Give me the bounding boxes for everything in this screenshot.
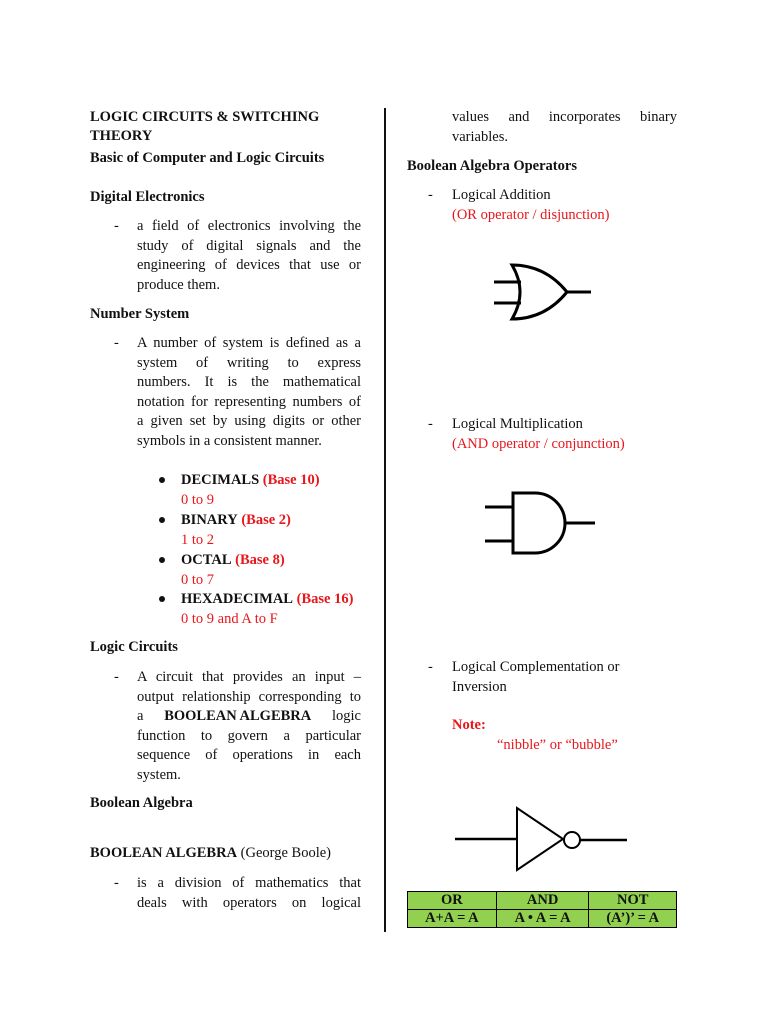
- table-header-or: OR: [408, 892, 497, 910]
- boolean-algebra-term: BOOLEAN ALGEBRA: [164, 708, 312, 724]
- base-name: OCTAL: [181, 552, 232, 568]
- base-item-binary: [181, 511, 291, 531]
- table-cell: (A’)’ = A: [589, 910, 677, 928]
- dash-marker: -: [428, 659, 433, 675]
- bullet-dot: [159, 517, 165, 523]
- number-system-line: symbols in a consistent manner.: [137, 432, 322, 449]
- heading-logic-circuits: Logic Circuits: [90, 639, 178, 655]
- text-fragment: logic: [331, 708, 361, 724]
- number-system-line: notation for representing numbers of: [137, 393, 361, 410]
- table-header-and: AND: [496, 892, 589, 910]
- base-range: 0 to 9 and A to F: [181, 610, 278, 627]
- operators-table: [407, 891, 677, 928]
- base-name: DECIMALS: [181, 472, 260, 488]
- george-boole-credit: (George Boole): [237, 845, 331, 861]
- doc-title-line2: THEORY: [90, 128, 153, 144]
- heading-digital-electronics: Digital Electronics: [90, 189, 205, 205]
- number-system-line: system of writing to express: [137, 354, 361, 371]
- bullet-dot: [159, 557, 165, 563]
- base-label: (Base 10): [262, 472, 320, 488]
- doc-subtitle: Basic of Computer and Logic Circuits: [90, 150, 325, 166]
- heading-number-system: Number System: [90, 306, 190, 322]
- bullet-dot: [159, 596, 165, 602]
- base-label: (Base 16): [296, 591, 354, 607]
- number-system-line: A number of system is defined as a: [137, 335, 361, 351]
- dash-marker: -: [114, 875, 119, 891]
- dash-marker: -: [428, 187, 433, 203]
- logic-circuits-line: output relationship corresponding to: [137, 688, 361, 705]
- note-text: “nibble” or “bubble”: [497, 737, 618, 753]
- or-description: (OR operator / disjunction): [452, 206, 610, 223]
- number-system-line: a given set by using digits or other: [137, 413, 361, 429]
- table-row: [408, 910, 677, 928]
- logic-circuits-line: [137, 707, 361, 727]
- base-label: (Base 8): [235, 552, 285, 568]
- table-cell: A+A = A: [408, 910, 497, 928]
- doc-title-line1: LOGIC CIRCUITS & SWITCHING: [90, 109, 320, 125]
- not-label-line1: Logical Complementation or: [452, 659, 620, 675]
- digital-line: a field of electronics involving the: [137, 218, 361, 234]
- boolean-algebra-term: BOOLEAN ALGEBRA: [90, 845, 238, 861]
- base-range: 1 to 2: [181, 531, 215, 548]
- base-name: HEXADECIMAL: [181, 591, 293, 607]
- logic-circuits-line: A circuit that provides an input –: [137, 669, 361, 685]
- base-name: BINARY: [181, 512, 238, 528]
- boolean-algebra-line: deals with operators on logical: [137, 894, 361, 911]
- base-range: 0 to 7: [181, 571, 215, 588]
- and-description: (AND operator / conjunction): [452, 435, 625, 452]
- logic-circuits-line: function to govern a particular: [137, 727, 361, 744]
- number-system-line: numbers. It is the mathematical: [137, 374, 361, 390]
- table-header-not: NOT: [589, 892, 677, 910]
- base-item-decimals: [181, 471, 320, 491]
- base-item-octal: [181, 551, 285, 571]
- dash-marker: -: [428, 416, 433, 432]
- table-cell: A • A = A: [496, 910, 589, 928]
- heading-boolean-operators: Boolean Algebra Operators: [407, 158, 577, 174]
- digital-line: produce them.: [137, 276, 220, 293]
- digital-line: engineering of devices that use or: [137, 257, 361, 273]
- and-gate-icon: [480, 488, 600, 558]
- base-item-hexadecimal: [181, 590, 353, 610]
- boolean-algebra-line: is a division of mathematics that: [137, 875, 361, 891]
- base-range: 0 to 9: [181, 491, 215, 508]
- continued-line: values and incorporates binary: [452, 109, 677, 125]
- boolean-algebra-definition-title: [90, 844, 331, 864]
- not-label-line2: Inversion: [452, 678, 507, 695]
- note-label: Note:: [452, 717, 486, 733]
- dash-marker: -: [114, 669, 119, 685]
- continued-line: variables.: [452, 128, 508, 145]
- logic-circuits-line: sequence of operations in each: [137, 747, 361, 763]
- table-row: [408, 892, 677, 910]
- base-label: (Base 2): [241, 512, 291, 528]
- digital-line: study of digital signals and the: [137, 237, 361, 254]
- dash-marker: -: [114, 335, 119, 351]
- heading-boolean-algebra: Boolean Algebra: [90, 795, 193, 811]
- logic-circuits-line: system.: [137, 766, 181, 783]
- and-label: Logical Multiplication: [452, 416, 583, 432]
- dash-marker: -: [114, 218, 119, 234]
- or-label: Logical Addition: [452, 187, 551, 203]
- bullet-dot: [159, 477, 165, 483]
- column-divider: [384, 108, 386, 932]
- not-gate-icon: [455, 805, 635, 875]
- text-fragment: a: [137, 708, 144, 724]
- or-gate-icon: [480, 260, 600, 324]
